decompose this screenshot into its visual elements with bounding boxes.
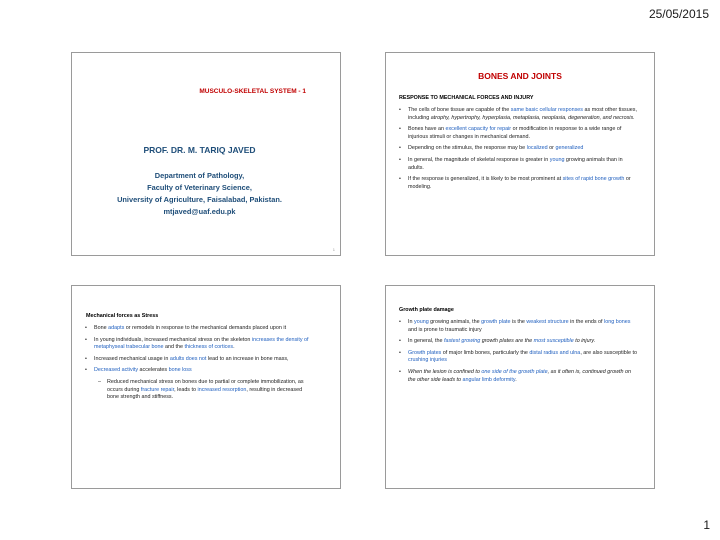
slide-1 (71, 52, 341, 256)
slide-3-bullet-3: • Increased mechanical usage in adults does not lead to an increase in bone mass, (83, 356, 311, 364)
slide-4 (385, 285, 655, 489)
date-header: 25/05/2015 (648, 7, 709, 21)
affiliation-department: Department of Pathology, (154, 171, 245, 180)
slide-3-heading: Mechanical forces as Stress (86, 313, 159, 319)
slide-2-bullet-3: • Depending on the stimulus, the response may be localized or generalized (397, 145, 637, 153)
page-number: 1 (703, 518, 710, 532)
slide-4-bullet-1: • In young growing animals, the growth plate is the weakest structure in the ends of long bones and is prone to traumatic injury (397, 319, 637, 334)
slide-3-subbullet-1: – Reduced mechanical stress on bones due to partial or complete immobilization, as occurs during fracture repair, leads to increased resorption, resulting in decreased bone strength and stiffness. (83, 379, 311, 402)
slide-4-bullet-4: • When the lesion is confined to one side of the growth plate, as it often is, continued growth on the other side leads to angular limb deformity. (397, 369, 637, 384)
slide-2-heading: RESPONSE TO MECHANICAL FORCES AND INJURY (399, 95, 534, 101)
slide-2-content (397, 107, 637, 195)
affiliation-university: University of Agriculture, Faisalabad, Pakistan. (117, 195, 282, 204)
slide-4-bullet-3: • Growth plates of major limb bones, particularly the distal radius and ulna, are also susceptible to crushing injuries (397, 350, 637, 365)
slide-2-bullet-4: • In general, the magnitude of skeletal response is greater in young growing animals than in adults. (397, 157, 637, 172)
slide-1-number: 1 (332, 247, 335, 252)
slide-4-heading: Growth plate damage (399, 307, 454, 313)
slide-3-content (83, 325, 311, 406)
slide-3 (71, 285, 341, 489)
slide-1-professor-name: PROF. DR. M. TARIQ JAVED (143, 145, 256, 155)
slide-2-bullet-5: • If the response is generalized, it is likely to be most prominent at sites of rapid bone growth or modeling. (397, 176, 637, 191)
slide-3-bullet-2: • In young individuals, increased mechanical stress on the skeleton increases the density of metaphyseal trabecular bone and the thickness of cortices. (83, 337, 311, 352)
slide-4-bullet-2: • In general, the fastest growing growth plates are the most susceptible to injury. (397, 338, 637, 346)
slide-3-bullet-4: • Decreased activity accelerates bone loss (83, 367, 311, 375)
slide-2-title: BONES AND JOINTS (478, 71, 562, 81)
slide-4-content (397, 319, 637, 388)
slide-2-bullet-2: • Bones have an excellent capacity for repair or modification in response to a wide range of injurious stimuli or changes in mechanical demand. (397, 126, 637, 141)
slide-3-bullet-1: • Bone adapts or remodels in response to the mechanical demands placed upon it (83, 325, 311, 333)
affiliation-email: mtjaved@uaf.edu.pk (163, 207, 236, 216)
slide-1-affiliation (72, 170, 327, 218)
slide-1-top-label: MUSCULO-SKELETAL SYSTEM - 1 (199, 88, 306, 95)
slide-2-bullet-1: • The cells of bone tissue are capable of the same basic cellular responses as most other tissues, including atrophy, hypertrophy, hyperplasia, metaplasia, neoplasia, degeneration, and necrosis. (397, 107, 637, 122)
affiliation-faculty: Faculty of Veterinary Science, (147, 183, 252, 192)
slide-2 (385, 52, 655, 256)
